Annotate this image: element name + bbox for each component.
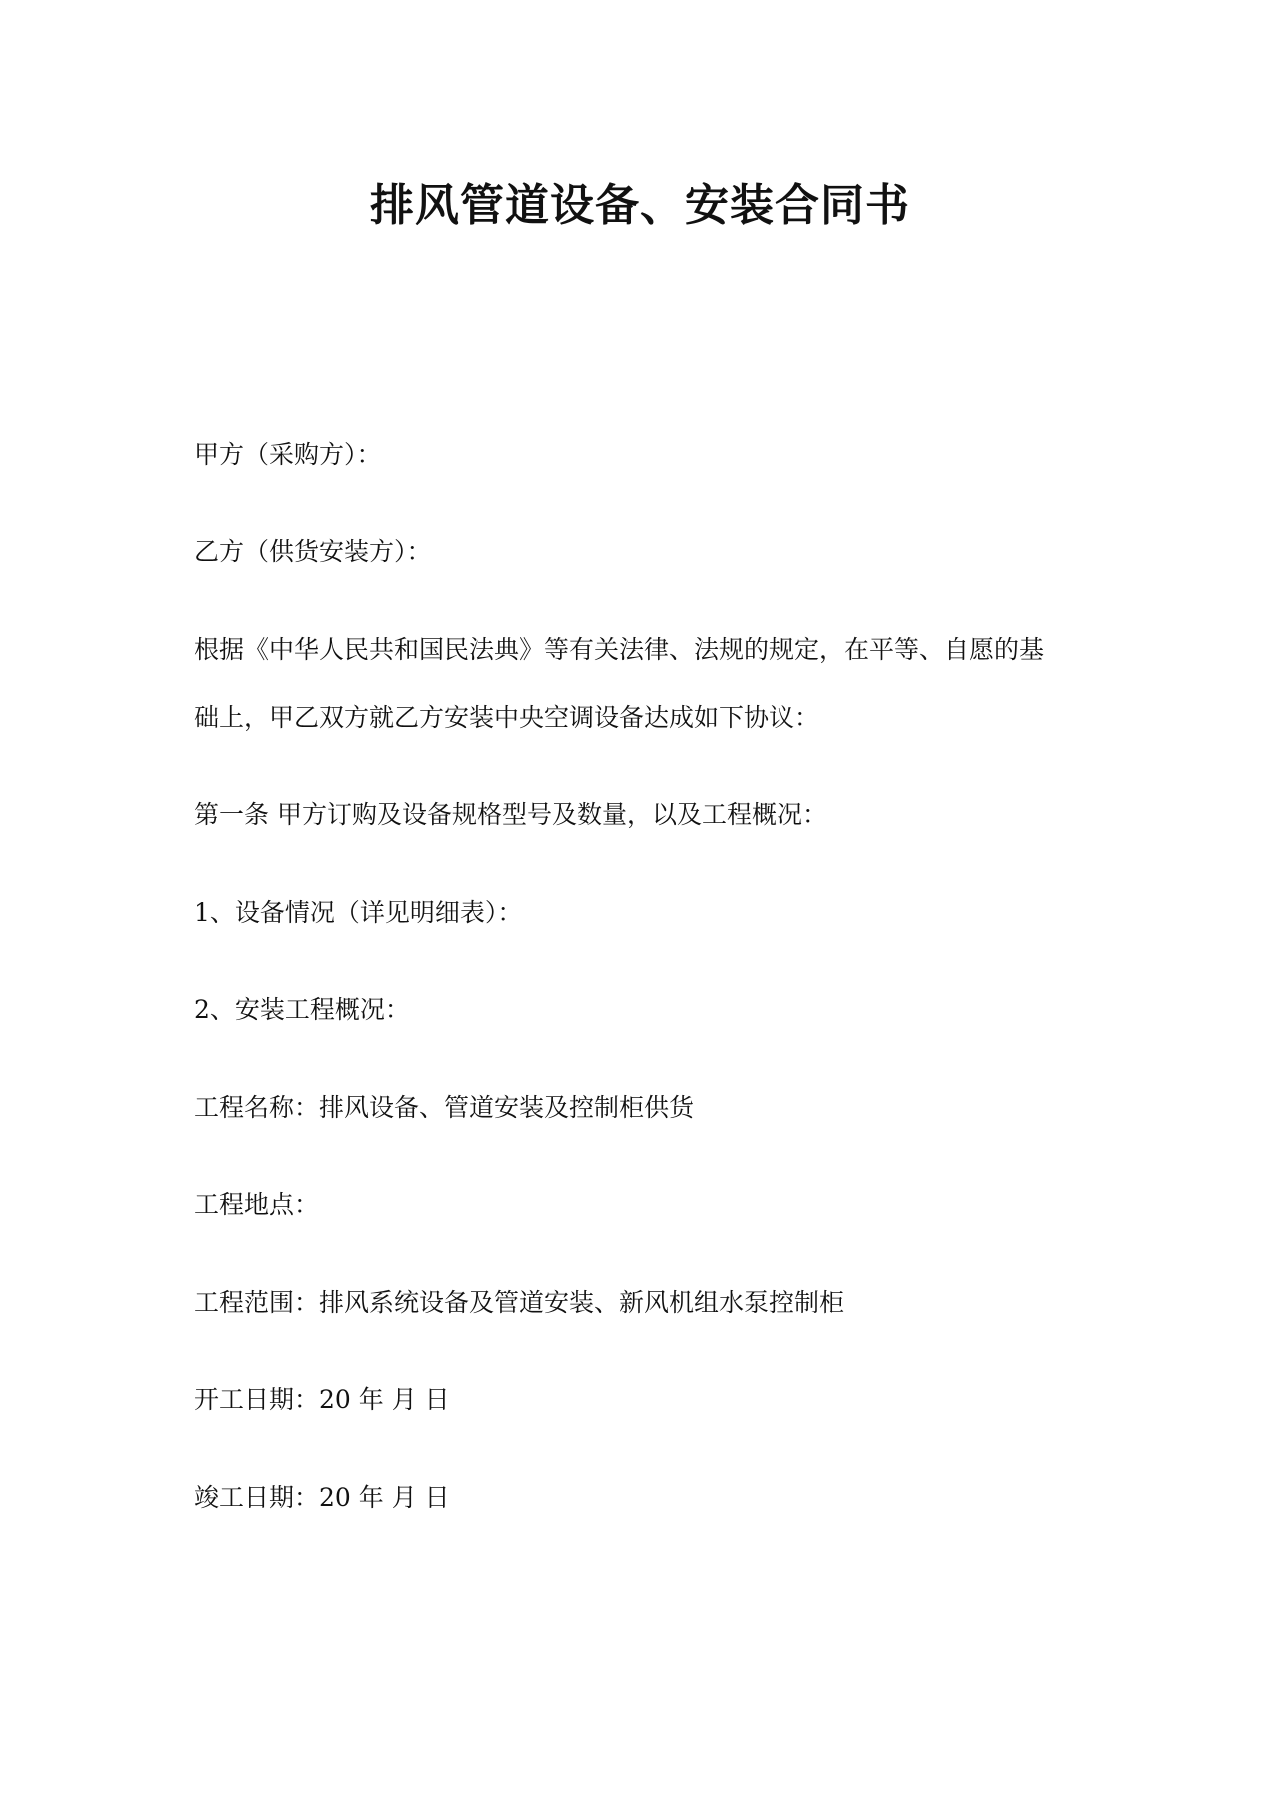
completion-date-line: 竣工日期：20 年 月 日	[194, 1483, 450, 1512]
preamble-line-2: 础上，甲乙双方就乙方安装中央空调设备达成如下协议：	[194, 703, 820, 732]
party-a-line: 甲方（采购方）：	[194, 440, 382, 469]
project-name-line: 工程名称：排风设备、管道安装及控制柜供货	[194, 1093, 695, 1122]
equipment-item: 1、设备情况（详见明细表）：	[194, 898, 523, 927]
start-date-line: 开工日期：20 年 月 日	[194, 1385, 450, 1414]
document-title: 排风管道设备、安装合同书	[370, 180, 910, 231]
installation-item: 2、安装工程概况：	[194, 995, 410, 1024]
article-one-heading: 第一条 甲方订购及设备规格型号及数量，以及工程概况：	[194, 800, 827, 829]
party-b-line: 乙方（供货安装方）：	[194, 537, 432, 566]
project-location-line: 工程地点：	[194, 1190, 320, 1219]
preamble-line-1: 根据《中华人民共和国民法典》等有关法律、法规的规定，在平等、自愿的基	[194, 635, 1045, 664]
project-scope-line: 工程范围：排风系统设备及管道安装、新风机组水泵控制柜	[194, 1288, 845, 1317]
